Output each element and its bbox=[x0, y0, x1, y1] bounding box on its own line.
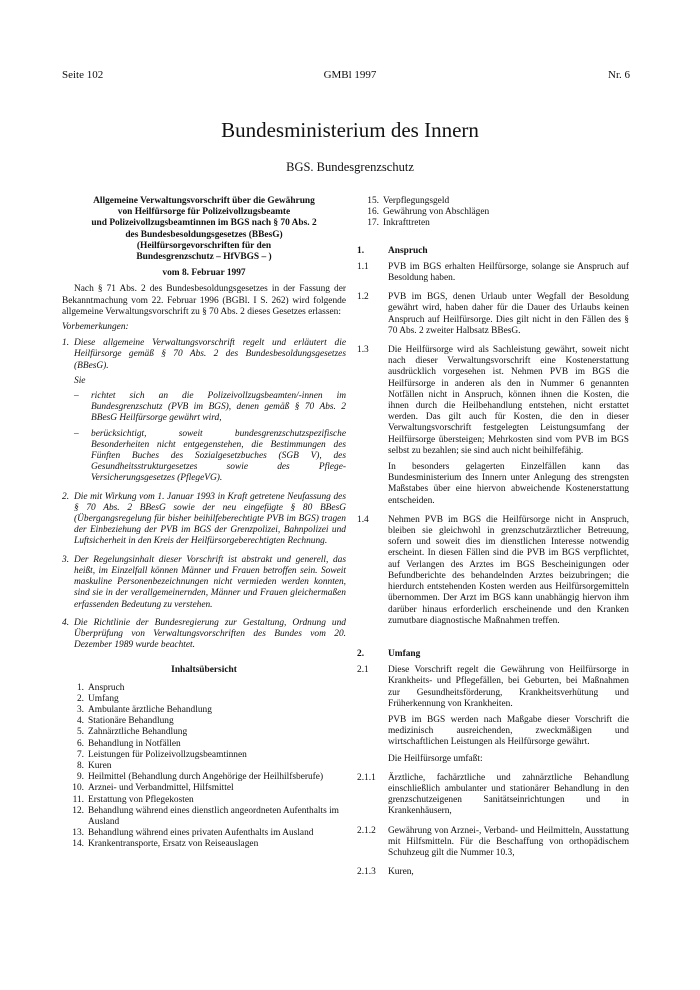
toc-item: 10. Arznei- und Verbandmittel, Hilfsmittel bbox=[72, 783, 234, 794]
toc-item: 5. Zahnärztliche Behandlung bbox=[76, 727, 188, 738]
toc-item: 1. Anspruch bbox=[76, 682, 125, 693]
toc-title: Inhaltsübersicht bbox=[171, 665, 237, 676]
page-number: Seite 102 bbox=[62, 69, 104, 81]
toc-item: 13. Behandlung während eines privaten Aufenthalts im Ausland bbox=[72, 828, 314, 839]
paragraph-continuation: In besonders gelagerten Einzelfällen kann das Bundesministerium des Innern unter Anlegung des strengsten Maßstabes über eine hiervon abweichende Kostenerstattung entscheiden. bbox=[388, 462, 629, 506]
ministry-title: Bundesministerium des Innern bbox=[221, 118, 479, 142]
prelim-item: 3. Der Regelungsinhalt dieser Vorschrift ist abstrakt und generell, das heißt, im Einzelfall können Männer und Frauen betroffen sein. Soweit maskuline Personenbezeichnungen nicht vermieden werden konnten, sind sie in der verallgemeinernden, Männer und Frauen gleichermaßen erfassenden Bedeutung zu verstehen. bbox=[62, 554, 346, 610]
prelim-label: Vorbemerkungen: bbox=[62, 322, 129, 333]
paragraph: 2.1.1 Ärztliche, fachärztliche und zahnärztliche Behandlung einschließlich ambulanter und stationärer Behandlung in den grenzschutzeigenen Sanitätseinrichtungen und in Krankenhäusern, bbox=[357, 772, 629, 817]
prelim-item: 4. Die Richtlinie der Bundesregierung zur Gestaltung, Ordnung und Überprüfung von Verwaltungsvorschriften des Bundes vom 20. Dezember 1989 wurde beachtet. bbox=[62, 617, 346, 651]
issue-number: Nr. 6 bbox=[608, 69, 630, 81]
paragraph: 2.1.2 Gewährung von Arznei-, Verband- und Heilmitteln, Ausstattung mit Hilfsmitteln. Für die Beschaffung von orthopädischem Schuhzeug gilt die Nummer 10.3, bbox=[357, 825, 629, 858]
prelim-item: 1. Diese allgemeine Verwaltungsvorschrift regelt und erläutert die Heilfürsorge gemäß § 70 Abs. 2 des Bundesbesoldungsgesetzes (BBesG). Sie – richtet sich an die Polizeivollzugsbeamten/-innen im Bundesgrenzschutz (PVB im BGS), denen gemäß § 70 Abs. 2 BBesG Heilfürsorge gewährt wird, – berücksichtigt, soweit bundesgrenzschutzspezifische Besonderheiten nicht entgegenstehen, die Bestimmungen des Fünften Buches des Sozialgesetzbuches (SGB V), des Gesundheitsstrukturgesetzes sowie des Pflege-Versicherungsgesetzes (PflegeVG). bbox=[62, 338, 346, 484]
toc-item: 9. Heilmittel (Behandlung durch Angehörige der Heilhilfsberufe) bbox=[76, 772, 324, 783]
toc-item: 12. Behandlung während eines dienstlich angeordneten Aufenthalts im Ausland bbox=[72, 805, 339, 827]
section-subtitle: BGS. Bundesgrenzschutz bbox=[286, 160, 414, 174]
toc-item: 16. Gewährung von Abschlägen bbox=[367, 207, 490, 218]
journal-name: GMBl 1997 bbox=[323, 69, 377, 81]
toc-item: 6. Behandlung in Notfällen bbox=[76, 738, 181, 749]
paragraph-continuation: PVB im BGS werden nach Maßgabe dieser Vorschrift die medizinisch ausreichenden, zweckmäßigen und wirtschaftlichen Leistungen als Heilfürsorge gewährt. bbox=[388, 714, 629, 748]
paragraph: 2.1 Diese Vorschrift regelt die Gewährung von Heilfürsorge in Krankheits- und Pflegefällen, bei Geburten, bei Maßnahmen zur Gesundheitsförderung, Krankheitsverhütung und Früherkennung von Krankheiten. bbox=[357, 665, 629, 709]
paragraph: 2.1.3 Kuren, bbox=[357, 867, 414, 878]
section-heading: 2. Umfang bbox=[357, 648, 421, 659]
section-heading: 1. Anspruch bbox=[357, 245, 428, 256]
prelim-item: 2. Die mit Wirkung vom 1. Januar 1993 in Kraft getretene Neufassung des § 70 Abs. 2 BBesG sowie der neu eingefügte § 80 BBesG (Übergangsregelung für bisher beihilfeberechtigte PVB im BGS) tragen der Einbeziehung der PVB im BGS der Grenzpolizei, Bahnpolizei und Luftsicherheit in den Kreis der Heilfürsorgeberechtigten Rechnung. bbox=[62, 491, 346, 547]
paragraph: 1.3 Die Heilfürsorge wird als Sachleistung gewährt, soweit nicht nach dieser Verwaltungsvorschrift eine Kostenerstattung ausdrücklich vorgesehen ist. Nehmen PVB im BGS die Heilfürsorge in anderen als den in Nummer 6 genannten Notfällen nicht in Anspruch, können ihnen die Kosten, die ihnen durch die Heilbehandlung entstehen, nicht erstattet werden. Das gilt auch für Kosten, die den in dieser Verwaltungsvorschrift festgelegten Leistungsumfang der Heilfürsorge übersteigen; Mehrkosten sind vom PVB im BGS selbst zu bezahlen; sie sind auch nicht beihilfefähig. bbox=[357, 345, 629, 456]
intro-paragraph: Nach § 71 Abs. 2 des Bundesbesoldungsgesetzes in der Fassung der Bekanntmachung vom 22. Februar 1996 (BGBl. I S. 262) wird folgende allgemeine Verwaltungsvorschrift zu § 70 Abs. 2 dieses Gesetzes erlassen: bbox=[62, 284, 346, 317]
paragraph: 1.2 PVB im BGS, denen Urlaub unter Wegfall der Besoldung gewährt wird, haben daher für die Dauer des Urlaubs keinen Anspruch auf Heilfürsorge. Dies gilt nicht in den Fällen des § 70 Abs. 2 zweiter Halbsatz BBesG. bbox=[357, 292, 629, 336]
paragraph: 1.1 PVB im BGS erhalten Heilfürsorge, solange sie Anspruch auf Besoldung haben. bbox=[357, 261, 629, 284]
toc-item: 15. Verpflegungsgeld bbox=[367, 196, 450, 206]
table-of-contents bbox=[62, 683, 346, 851]
toc-item: 3. Ambulante ärztliche Behandlung bbox=[76, 704, 212, 715]
toc-item: 2. Umfang bbox=[76, 693, 119, 704]
left-column bbox=[62, 196, 346, 851]
regulation-title: Allgemeine Verwaltungsvorschrift über die Gewährung von Heilfürsorge für Polizeivollzugsbeamte und Polizeivollzugsbeamtinnen im BGS nach § 70 Abs. 2 des Bundesbesoldungsgesetzes (BBesG) (Heilfürsorgevorschriften für den Bundesgrenzschutz – HfVBGS – ) bbox=[91, 196, 317, 263]
table-of-contents-continued bbox=[357, 196, 629, 230]
toc-item: 17. Inkrafttreten bbox=[367, 218, 430, 229]
paragraph-continuation: Die Heilfürsorge umfaßt: bbox=[388, 753, 483, 764]
paragraph: 1.4 Nehmen PVB im BGS die Heilfürsorge nicht in Anspruch, bleiben sie gleichwohl in grenzschutzärztlicher Betreuung, sofern und soweit dies im dienstlichen Interesse notwendig erscheint. In diesen Fällen sind die PVB im BGS verpflichtet, auf Verlangen des Arztes im BGS Bescheinigungen oder Befundberichte des behandelnden Arztes beizubringen; die hierdurch entstehenden Kosten werden aus Heilfürsorgemitteln übernommen. Der Arzt im BGS kann unabhängig hiervon ihm darüber hinaus erforderlich erscheinende und den Kranken zumutbare diagnostische Maßnahmen treffen. bbox=[357, 514, 629, 626]
prelim-subitem: – berücksichtigt, soweit bundesgrenzschutzspezifische Besonderheiten nicht entgegenstehen, die Bestimmungen des Fünften Buches des Sozialgesetzbuches (SGB V), des Gesundheitsstrukturgesetzes sowie des Pflege-Versicherungsgesetzes (PflegeVG). bbox=[74, 428, 346, 484]
toc-item: 4. Stationäre Behandlung bbox=[76, 716, 174, 727]
toc-item: 7. Leistungen für Polizeivollzugsbeamtinnen bbox=[76, 749, 247, 760]
regulation-date: vom 8. Februar 1997 bbox=[162, 268, 246, 279]
right-column bbox=[357, 196, 629, 878]
toc-item: 8. Kuren bbox=[76, 760, 112, 771]
toc-item: 14. Krankentransporte, Ersatz von Reiseauslagen bbox=[72, 839, 259, 850]
prelim-subitem: – richtet sich an die Polizeivollzugsbeamten/-innen im Bundesgrenzschutz (PVB im BGS), denen gemäß § 70 Abs. 2 BBesG Heilfürsorge gewährt wird, bbox=[74, 391, 346, 424]
toc-item: 11. Erstattung von Pflegekosten bbox=[72, 794, 194, 805]
